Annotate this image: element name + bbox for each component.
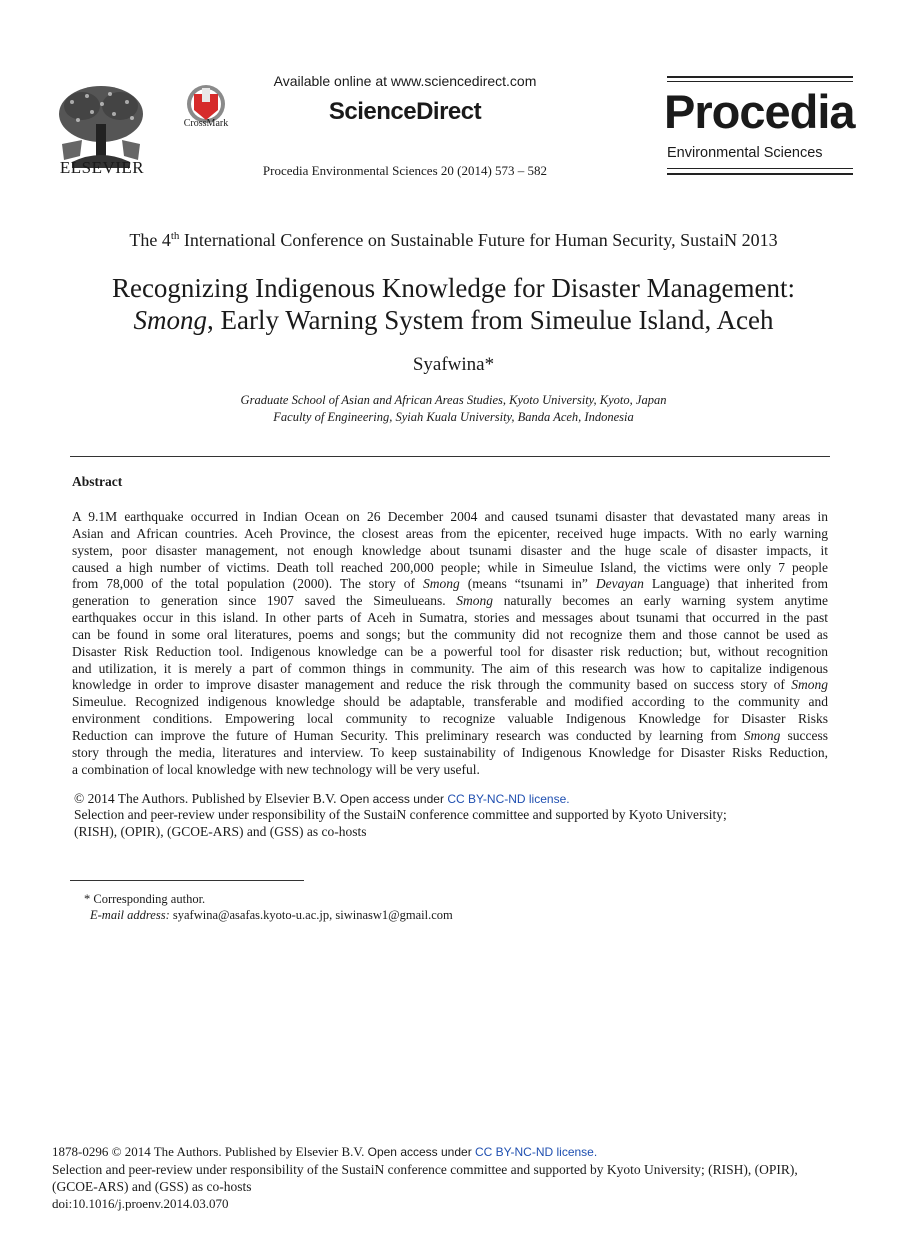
author-name: Syafwina* [412, 354, 495, 375]
affiliation-2: Faculty of Engineering, Syiah Kuala University, Banda Aceh, Indonesia [273, 410, 634, 424]
abstract-line: earthquakes occur in this island. In other parts of Aceh in Sumatra, stories and messages about tsunami that occurred in the past [72, 610, 828, 626]
abstract-rule [70, 456, 830, 457]
doi[interactable]: doi:10.1016/j.proenv.2014.03.070 [52, 1196, 229, 1211]
abstract-line: from 78,000 of the total population (2000). The story of Smong (means “tsunami in” Devayan Language) that inherited from [72, 576, 828, 592]
paper-title-line1: Recognizing Indigenous Knowledge for Disaster Management: [111, 273, 796, 303]
journal-logo-rule [667, 173, 853, 175]
conference-post: International Conference on Sustainable Future for Human Security, SustaiN 2013 [179, 230, 778, 250]
abstract-line: Simeulue. Recognized indigenous knowledge should be adaptable, transferable and modified according to the community and [72, 694, 828, 710]
license-link[interactable]: CC BY-NC-ND license. [447, 792, 570, 806]
abstract-line: Asian and African countries. Aceh Province, the closest areas from the epicenter, received huge impacts. With no early warning [72, 525, 828, 541]
journal-logo-word: Procedia [664, 85, 855, 138]
abstract-copyright [74, 791, 570, 807]
corresponding-author: * Corresponding author. [84, 892, 206, 906]
abstract-body [72, 509, 828, 779]
abstract-line: A 9.1M earthquake occurred in Indian Ocean on 26 December 2004 and caused tsunami disaster that devastated many areas in [72, 509, 828, 524]
publisher-name: ELSEVIER [59, 158, 145, 177]
footnote-rule [70, 880, 304, 881]
email-address [90, 908, 453, 923]
open-access-text: Open access under [339, 792, 444, 806]
review-line-1: Selection and peer-review under responsibility of the SustaiN conference committee and supported by Kyoto University; [74, 807, 727, 822]
abstract-heading: Abstract [72, 474, 123, 489]
footer-review-line-1: Selection and peer-review under responsibility of the SustaiN conference committee and supported by Kyoto University; (RISH), (OPIR), [52, 1162, 798, 1177]
footer-review-line-2: (GCOE-ARS) and (GSS) as co-hosts [52, 1179, 252, 1194]
footer-open-access: Open access under [367, 1145, 472, 1159]
abstract-line: knowledge in order to improve disaster management and reduce the risk through the community based on success story of Smong [72, 677, 828, 693]
review-line-2: (RISH), (OPIR), (GCOE-ARS) and (GSS) as co-hosts [74, 823, 367, 839]
abstract-line: caused a high number of victims. Death toll reached 200,000 people; while in Simeulue Island, the victims were only 7 people [72, 559, 828, 575]
sciencedirect-brand: ScienceDirect [328, 98, 482, 125]
journal-logo-rule [667, 168, 853, 169]
email-value[interactable]: syafwina@asafas.kyoto-u.ac.jp, siwinasw1@gmail.com [169, 908, 453, 922]
abstract-peer-review [74, 807, 814, 840]
abstract-line: and utilization, it is merely a part of common things in community. The aim of this research was how to capitalize indigenous [72, 660, 828, 676]
conference-line [40, 230, 867, 251]
journal-logo-rule [667, 76, 853, 78]
abstract-line: system, poor disaster management, not enough knowledge about tsunami disaster and the huge scale of disaster impacts, it [72, 542, 828, 558]
crossmark-label: CrossMark [183, 118, 229, 129]
abstract-line: story through the media, literatures and interview. To keep sustainability of Indigenous Knowledge for Disaster Risks Reduction, [72, 744, 828, 760]
abstract-line: environment conditions. Empowering local community to recognize valuable Indigenous Knowledge for Disaster Risks [72, 711, 828, 727]
paper-title-line2 [40, 305, 867, 336]
affiliation-1: Graduate School of Asian and African Areas Studies, Kyoto University, Kyoto, Japan [240, 393, 667, 407]
copyright-text: © 2014 The Authors. Published by Elsevier B.V. [74, 791, 337, 806]
conference-sup: th [170, 230, 180, 242]
journal-reference: Procedia Environmental Sciences 20 (2014) 573 – 582 [262, 163, 548, 178]
journal-logo-rule [667, 81, 853, 82]
abstract-line: generation to generation since 1907 saved the Simeulueans. Smong naturally becomes an early warning system anytime [72, 593, 828, 609]
issn-copyright: 1878-0296 © 2014 The Authors. Published by Elsevier B.V. [52, 1144, 365, 1159]
footer-license-link[interactable]: CC BY-NC-ND license. [474, 1145, 598, 1159]
email-label: E-mail address: [90, 908, 170, 922]
abstract-line: can be found in some oral literatures, poems and songs; but the community did not recognize them and those cannot be used as [72, 626, 828, 642]
title-rest: , Early Warning System from Simeulue Island, Aceh [207, 305, 774, 335]
abstract-line: Disaster Risk Reduction tool. Indigenous knowledge can be a powerful tool for disaster risk reduction; but, without recognition [72, 643, 828, 659]
available-online[interactable]: Available online at www.sciencedirect.com [273, 73, 537, 89]
abstract-line: a combination of local knowledge with new technology will be very useful. [72, 761, 480, 777]
footer-peer-review [52, 1161, 872, 1195]
conference-pre: The 4 [129, 230, 171, 250]
title-italic-word: Smong [133, 305, 207, 335]
abstract-line: Reduction can improve the future of Human Security. This preliminary research was conducted by learning from Smong success [72, 727, 828, 743]
footer-copyright [52, 1144, 597, 1160]
journal-logo-subtitle: Environmental Sciences [667, 145, 823, 161]
